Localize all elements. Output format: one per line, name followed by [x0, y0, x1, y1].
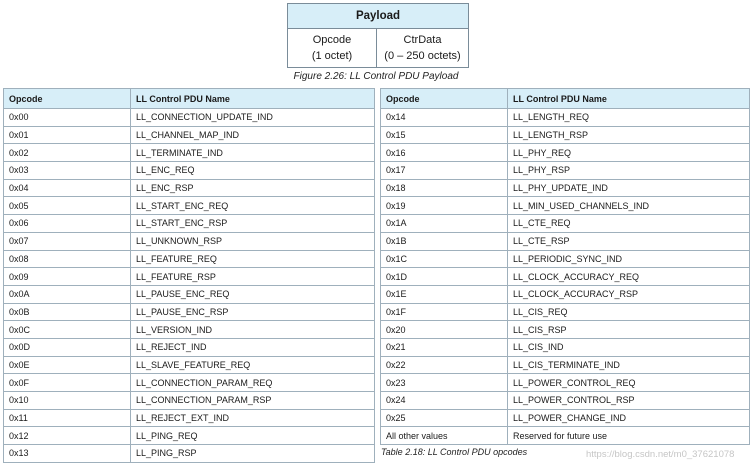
table-row [4, 356, 375, 374]
figure-caption: Figure 2.26: LL Control PDU Payload [293, 71, 459, 82]
pdu-name-cell: LL_POWER_CHANGE_IND [508, 409, 750, 427]
opcode-cell: 0x07 [4, 232, 131, 250]
opcode-cell: 0x24 [381, 392, 508, 410]
table-row [4, 162, 375, 180]
column-header-opcode: Opcode [4, 89, 131, 109]
pdu-name-cell: LL_REJECT_EXT_IND [131, 409, 375, 427]
table-row [381, 392, 750, 410]
table-row [4, 409, 375, 427]
table-row [4, 445, 375, 463]
opcode-cell: 0x1F [381, 303, 508, 321]
pdu-name-cell: LL_START_ENC_RSP [131, 215, 375, 233]
table-row [4, 215, 375, 233]
opcode-cell: 0x0D [4, 338, 131, 356]
table-row [4, 268, 375, 286]
payload-ctrdata-cell [377, 29, 469, 68]
opcode-cell: 0x14 [381, 109, 508, 127]
table-row [4, 392, 375, 410]
payload-opcode-name: Opcode [312, 34, 352, 46]
opcode-cell: 0x00 [4, 109, 131, 127]
pdu-name-cell: LL_PHY_RSP [508, 162, 750, 180]
opcode-cell: 0x03 [4, 162, 131, 180]
table-row [381, 162, 750, 180]
pdu-name-cell: LL_LENGTH_REQ [508, 109, 750, 127]
table-row [381, 303, 750, 321]
pdu-name-cell: LL_PING_RSP [131, 445, 375, 463]
opcode-cell: 0x20 [381, 321, 508, 339]
opcode-cell: 0x17 [381, 162, 508, 180]
table-row [4, 109, 375, 127]
opcode-cell: 0x06 [4, 215, 131, 233]
pdu-name-cell: LL_CHANNEL_MAP_IND [131, 126, 375, 144]
column-header-name: LL Control PDU Name [508, 89, 750, 109]
table-caption: Table 2.18: LL Control PDU opcodes [381, 447, 528, 457]
pdu-name-cell: LL_CIS_REQ [508, 303, 750, 321]
pdu-name-cell: LL_CTE_REQ [508, 215, 750, 233]
opcode-cell: 0x02 [4, 144, 131, 162]
table-row [381, 179, 750, 197]
pdu-name-cell: LL_START_ENC_REQ [131, 197, 375, 215]
pdu-name-cell: LL_CONNECTION_PARAM_RSP [131, 392, 375, 410]
pdu-name-cell: LL_CIS_TERMINATE_IND [508, 356, 750, 374]
table-row [381, 268, 750, 286]
opcode-cell: 0x0F [4, 374, 131, 392]
table-row [4, 250, 375, 268]
opcode-cell: 0x11 [4, 409, 131, 427]
pdu-name-cell: LL_ENC_RSP [131, 179, 375, 197]
table-row [4, 126, 375, 144]
table-row [4, 144, 375, 162]
watermark: https://blog.csdn.net/m0_37621078 [586, 449, 735, 460]
pdu-name-cell: LL_UNKNOWN_RSP [131, 232, 375, 250]
table-row [4, 179, 375, 197]
opcode-cell: 0x1B [381, 232, 508, 250]
opcode-cell: 0x09 [4, 268, 131, 286]
payload-opcode-size: (1 octet) [311, 50, 353, 62]
pdu-name-cell: LL_CIS_RSP [508, 321, 750, 339]
pdu-name-cell: LL_CIS_IND [508, 338, 750, 356]
payload-diagram [287, 3, 469, 68]
table-row [4, 321, 375, 339]
pdu-name-cell: LL_PHY_UPDATE_IND [508, 179, 750, 197]
opcode-cell: 0x08 [4, 250, 131, 268]
payload-title: Payload [288, 4, 469, 29]
pdu-name-cell: LL_FEATURE_REQ [131, 250, 375, 268]
table-row [381, 109, 750, 127]
opcode-cell: 0x0E [4, 356, 131, 374]
pdu-name-cell: LL_SLAVE_FEATURE_REQ [131, 356, 375, 374]
table-row [381, 144, 750, 162]
opcode-cell: 0x19 [381, 197, 508, 215]
opcode-cell: 0x13 [4, 445, 131, 463]
pdu-name-cell: LL_PERIODIC_SYNC_IND [508, 250, 750, 268]
table-row [381, 197, 750, 215]
opcode-cell: 0x1A [381, 215, 508, 233]
table-row [381, 427, 750, 445]
opcode-cell: 0x25 [381, 409, 508, 427]
pdu-name-cell: LL_CTE_RSP [508, 232, 750, 250]
table-row [4, 232, 375, 250]
table-row [4, 197, 375, 215]
pdu-name-cell: Reserved for future use [508, 427, 750, 445]
pdu-name-cell: LL_PAUSE_ENC_RSP [131, 303, 375, 321]
pdu-name-cell: LL_POWER_CONTROL_RSP [508, 392, 750, 410]
opcode-table-right [380, 88, 750, 445]
payload-ctrdata-size: (0 – 250 octets) [384, 50, 461, 62]
table-row [381, 338, 750, 356]
table-row [381, 126, 750, 144]
opcode-cell: 0x10 [4, 392, 131, 410]
table-row [4, 427, 375, 445]
pdu-name-cell: LL_PHY_REQ [508, 144, 750, 162]
opcode-cell: 0x12 [4, 427, 131, 445]
pdu-name-cell: LL_ENC_REQ [131, 162, 375, 180]
opcode-cell: 0x21 [381, 338, 508, 356]
pdu-name-cell: LL_LENGTH_RSP [508, 126, 750, 144]
column-header-name: LL Control PDU Name [131, 89, 375, 109]
table-row [4, 303, 375, 321]
payload-ctrdata-name: CtrData [403, 34, 442, 46]
table-row [381, 215, 750, 233]
pdu-name-cell: LL_CLOCK_ACCURACY_RSP [508, 285, 750, 303]
opcode-table-left [3, 88, 375, 463]
pdu-name-cell: LL_TERMINATE_IND [131, 144, 375, 162]
table-row [381, 285, 750, 303]
opcode-cell: 0x16 [381, 144, 508, 162]
table-row [4, 338, 375, 356]
table-row [381, 409, 750, 427]
pdu-name-cell: LL_FEATURE_RSP [131, 268, 375, 286]
table-row [381, 232, 750, 250]
opcode-cell: 0x0C [4, 321, 131, 339]
opcode-cell: 0x05 [4, 197, 131, 215]
table-row [381, 374, 750, 392]
table-row [4, 374, 375, 392]
column-header-opcode: Opcode [381, 89, 508, 109]
table-row [381, 356, 750, 374]
table-row [4, 285, 375, 303]
opcode-cell: 0x0A [4, 285, 131, 303]
opcode-cell: 0x1E [381, 285, 508, 303]
opcode-cell: 0x23 [381, 374, 508, 392]
opcode-cell: 0x1D [381, 268, 508, 286]
pdu-name-cell: LL_CLOCK_ACCURACY_REQ [508, 268, 750, 286]
pdu-name-cell: LL_POWER_CONTROL_REQ [508, 374, 750, 392]
pdu-name-cell: LL_PAUSE_ENC_REQ [131, 285, 375, 303]
pdu-name-cell: LL_PING_REQ [131, 427, 375, 445]
opcode-cell: 0x0B [4, 303, 131, 321]
pdu-name-cell: LL_MIN_USED_CHANNELS_IND [508, 197, 750, 215]
pdu-name-cell: LL_REJECT_IND [131, 338, 375, 356]
opcode-cell: 0x22 [381, 356, 508, 374]
opcode-cell: 0x04 [4, 179, 131, 197]
pdu-name-cell: LL_CONNECTION_PARAM_REQ [131, 374, 375, 392]
opcode-cell: 0x01 [4, 126, 131, 144]
pdu-name-cell: LL_VERSION_IND [131, 321, 375, 339]
opcode-cell: 0x18 [381, 179, 508, 197]
payload-opcode-cell [288, 29, 377, 68]
opcode-cell: 0x15 [381, 126, 508, 144]
opcode-cell: 0x1C [381, 250, 508, 268]
table-row [381, 250, 750, 268]
opcode-cell: All other values [381, 427, 508, 445]
table-row [381, 321, 750, 339]
pdu-name-cell: LL_CONNECTION_UPDATE_IND [131, 109, 375, 127]
